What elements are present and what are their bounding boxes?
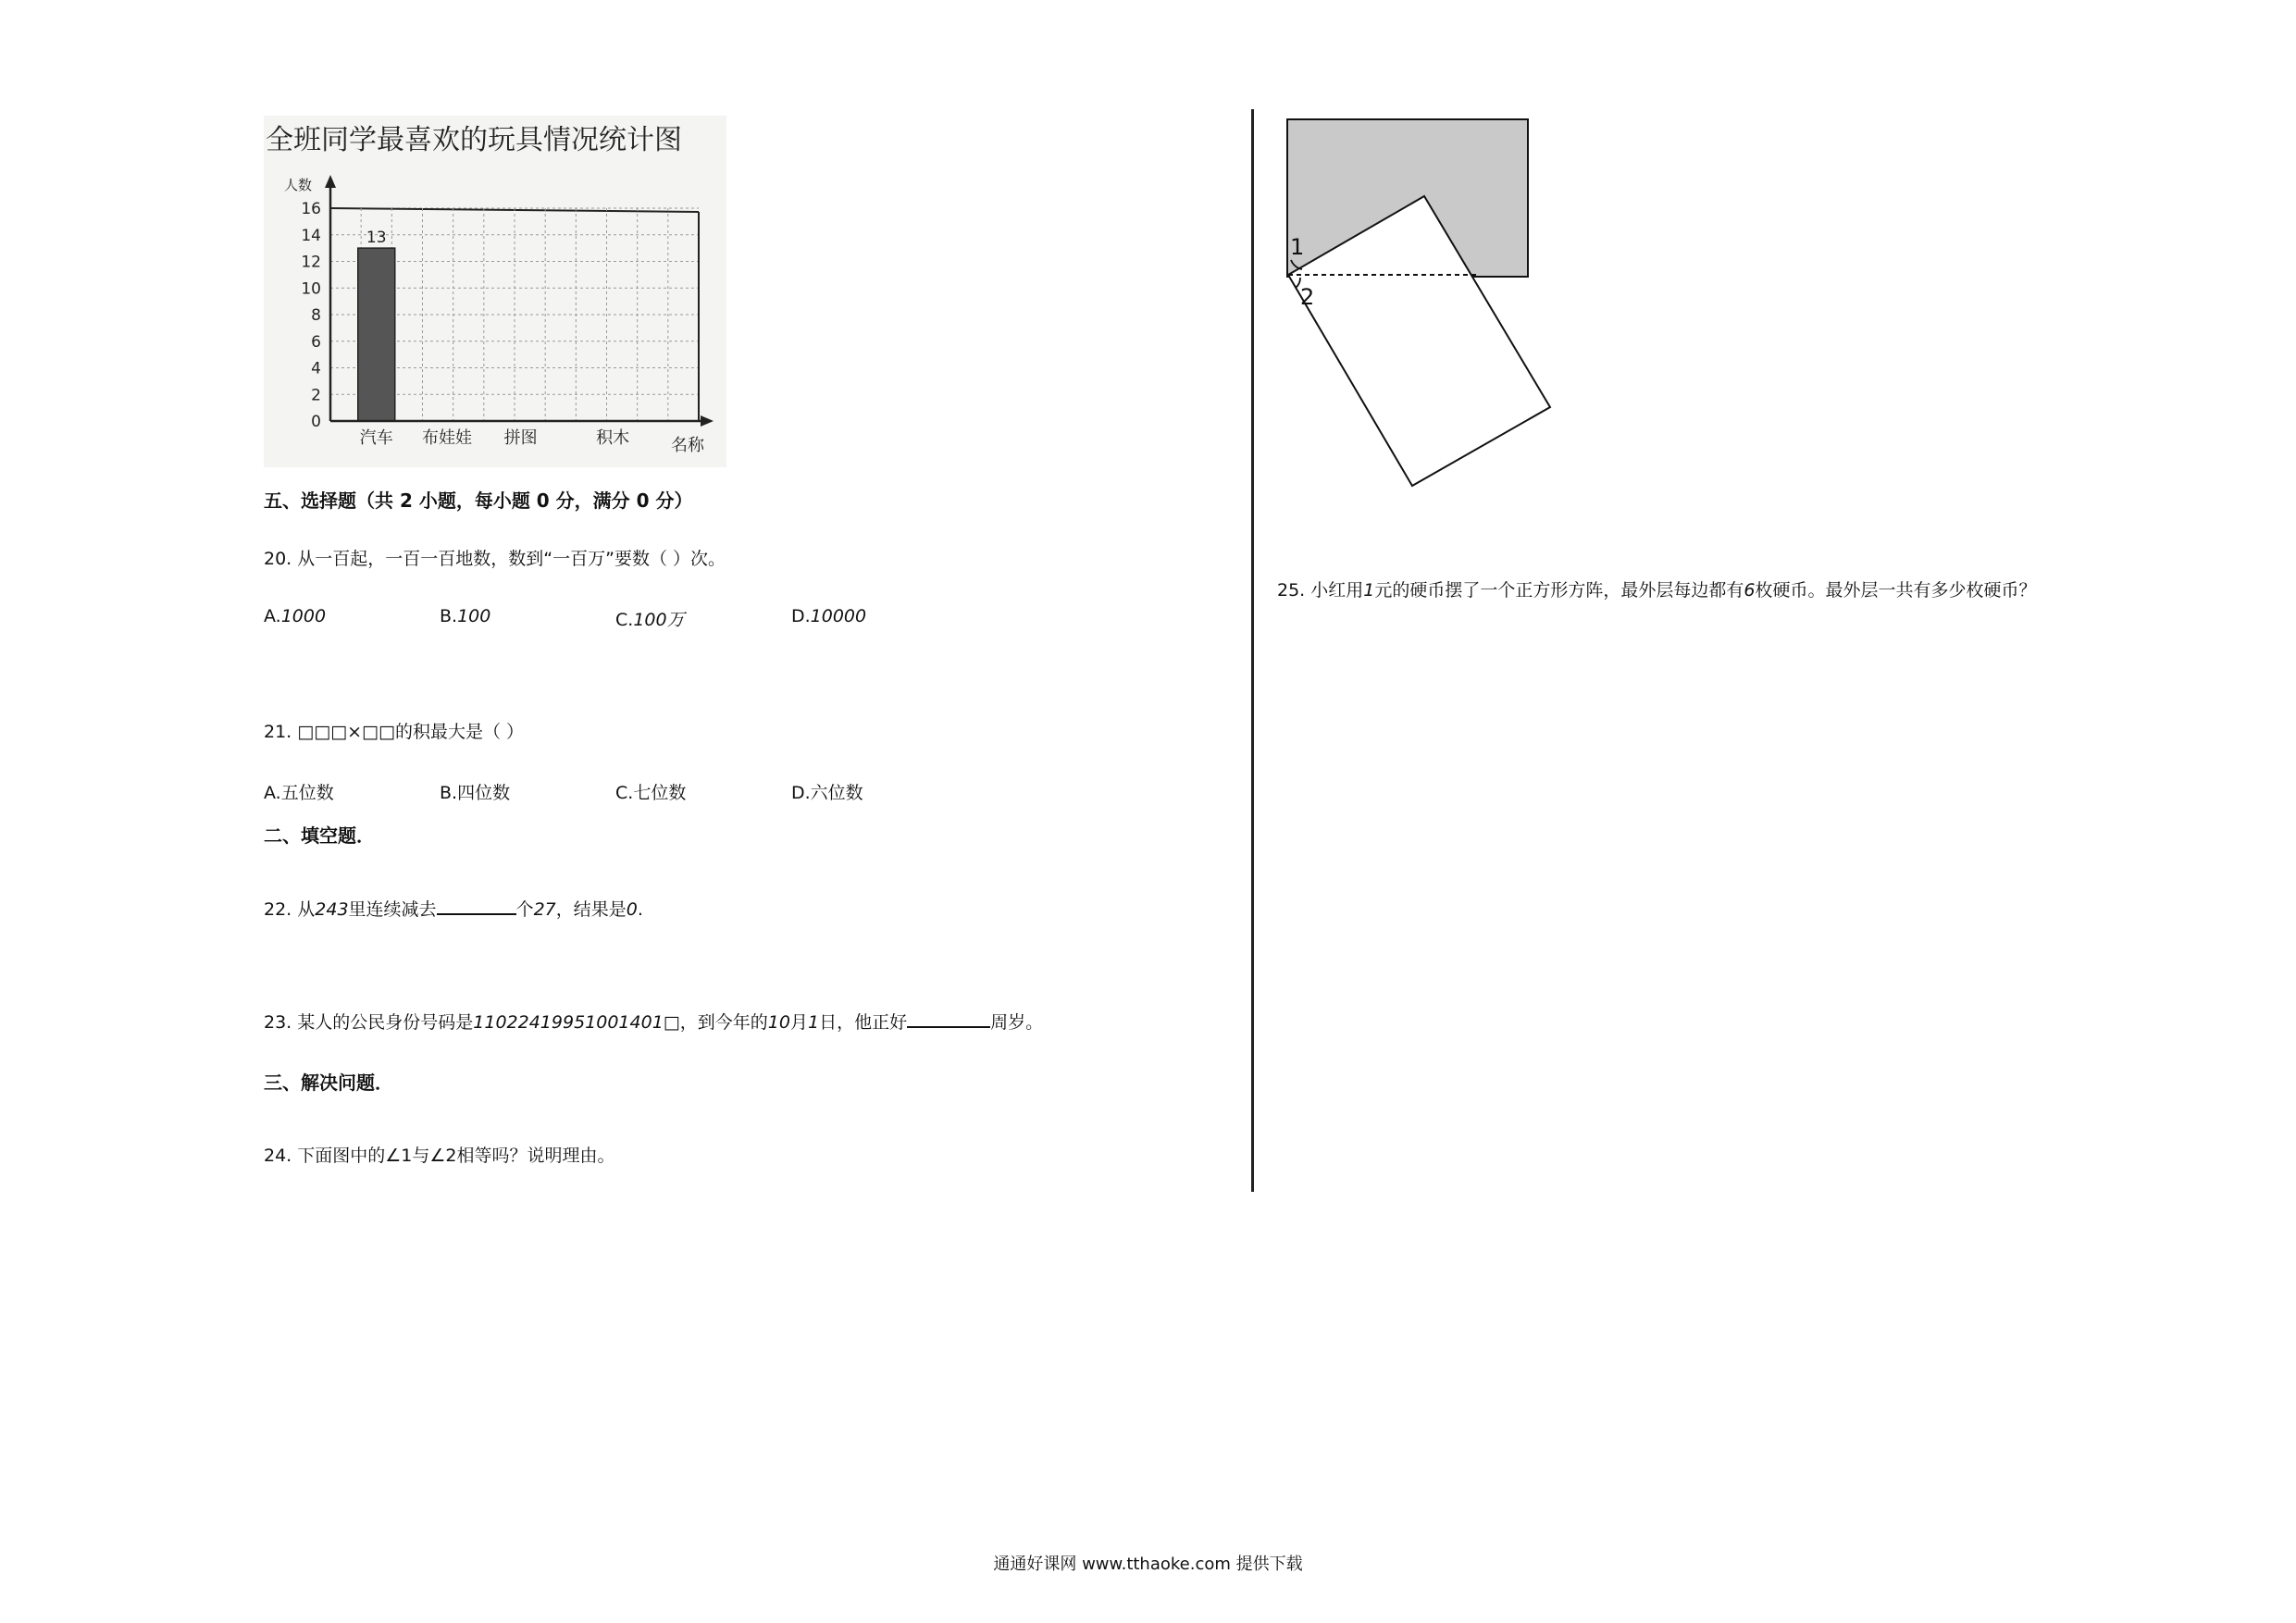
option-letter: D. [791, 606, 811, 626]
question-23-number: 23. [264, 1012, 292, 1033]
question-20 [264, 547, 726, 571]
question-25-number: 25. [1277, 580, 1306, 601]
question-23 [264, 1010, 1043, 1035]
bar-data-label: 13 [366, 229, 387, 248]
q20-option-b[interactable] [440, 606, 490, 626]
q23-month: 10 [767, 1012, 790, 1033]
q23-text: 某人的公民身份号码是 [297, 1012, 474, 1033]
option-letter: B. [440, 606, 458, 626]
q21-option-a[interactable] [264, 779, 334, 804]
option-letter: D. [791, 783, 811, 803]
q22-number-243: 243 [315, 899, 349, 920]
chart-xlabel: 名称 [671, 436, 704, 455]
q23-answer-blank[interactable] [907, 1010, 990, 1028]
question-21-number: 21. [264, 722, 292, 742]
q22-answer-blank[interactable] [437, 897, 516, 915]
q22-text: 从 [297, 899, 316, 920]
option-value: 七位数 [633, 783, 687, 803]
option-letter: C. [615, 783, 634, 803]
question-25 [1277, 578, 2037, 602]
q23-id-box: □ [663, 1012, 680, 1033]
bar-汽车 [358, 248, 395, 421]
option-value: 1000 [280, 606, 327, 626]
option-value: 六位数 [810, 783, 863, 803]
question-22-number: 22. [264, 899, 292, 920]
question-24-text: 下面图中的∠1与∠2相等吗？说明理由。 [297, 1146, 615, 1166]
option-value: 100万 [633, 610, 685, 630]
angle-1-label: 1 [1290, 234, 1305, 260]
option-letter: B. [440, 783, 458, 803]
angle-figure [1282, 116, 1559, 495]
x-tick-label: 汽车 [359, 428, 393, 448]
option-value: 100 [457, 606, 491, 626]
angle-2-label: 2 [1300, 284, 1315, 310]
toy-preference-chart [264, 116, 726, 467]
q21-option-c[interactable] [615, 779, 686, 804]
q25-number-6: 6 [1744, 580, 1756, 601]
chart-bars [358, 229, 395, 421]
q25-text: 小红用 [1310, 580, 1364, 601]
option-value: 五位数 [280, 783, 334, 803]
q23-text: 日，他正好 [819, 1012, 908, 1033]
q25-number-1: 1 [1363, 580, 1375, 601]
option-letter: C. [615, 610, 634, 630]
question-22 [264, 897, 643, 922]
q20-option-c[interactable] [615, 606, 685, 631]
q25-text: 元的硬币摆了一个正方形方阵，最外层每边都有 [1374, 580, 1744, 601]
q23-id-number: 11022419951001401 [473, 1012, 664, 1033]
x-tick-label: 积木 [596, 428, 630, 448]
q25-text: 枚硬币。最外层一共有多少枚硬币？ [1755, 580, 2037, 601]
q22-text: . [637, 899, 643, 920]
page-footer: 通通好课网 www.tthaoke.com 提供下载 [993, 1555, 1303, 1574]
question-24 [264, 1144, 615, 1168]
chart-background [264, 116, 726, 467]
y-tick-label: 4 [311, 359, 321, 378]
q23-text: 月 [789, 1012, 808, 1033]
q20-option-a[interactable] [264, 606, 326, 626]
section-3-heading: 三、解决问题． [264, 1072, 393, 1094]
y-tick-label: 6 [311, 332, 321, 352]
y-tick-label: 14 [301, 226, 321, 245]
x-tick-label: 布娃娃 [422, 428, 473, 448]
question-20-number: 20. [264, 549, 292, 569]
q22-number-0: 0 [626, 899, 638, 920]
y-tick-label: 8 [311, 306, 321, 325]
q20-option-d[interactable] [791, 606, 866, 626]
q22-text: 个 [515, 899, 534, 920]
q23-day: 1 [807, 1012, 820, 1033]
question-21-text: □□□×□□的积最大是（ ） [297, 722, 524, 742]
option-letter: A. [264, 606, 281, 626]
q22-text: ，结果是 [555, 899, 627, 920]
chart-title: 全班同学最喜欢的玩具情况统计图 [266, 124, 682, 156]
y-tick-label: 2 [311, 386, 321, 405]
section-2-heading: 二、填空题． [264, 824, 375, 847]
y-tick-label: 12 [301, 253, 321, 272]
q23-text: 周岁。 [990, 1012, 1044, 1033]
y-tick-label: 0 [311, 413, 321, 431]
q22-text: 里连续减去 [348, 899, 437, 920]
chart-ylabel: 人数 [284, 177, 313, 193]
section-5-heading: 五、选择题（共 2 小题，每小题 0 分，满分 0 分） [264, 489, 693, 512]
q22-number-27: 27 [533, 899, 556, 920]
option-value: 10000 [810, 606, 867, 626]
question-21 [264, 720, 524, 744]
q21-option-b[interactable] [440, 779, 510, 804]
y-tick-label: 10 [301, 279, 321, 299]
option-value: 四位数 [457, 783, 511, 803]
option-letter: A. [264, 783, 281, 803]
q21-option-d[interactable] [791, 779, 863, 804]
column-divider [1251, 109, 1254, 1192]
question-24-number: 24. [264, 1146, 292, 1166]
y-tick-label: 16 [301, 200, 321, 218]
q23-text: ，到今年的 [679, 1012, 768, 1033]
question-20-text: 从一百起，一百一百地数，数到“一百万”要数（ ）次。 [297, 549, 726, 569]
x-tick-label: 拼图 [503, 428, 538, 448]
